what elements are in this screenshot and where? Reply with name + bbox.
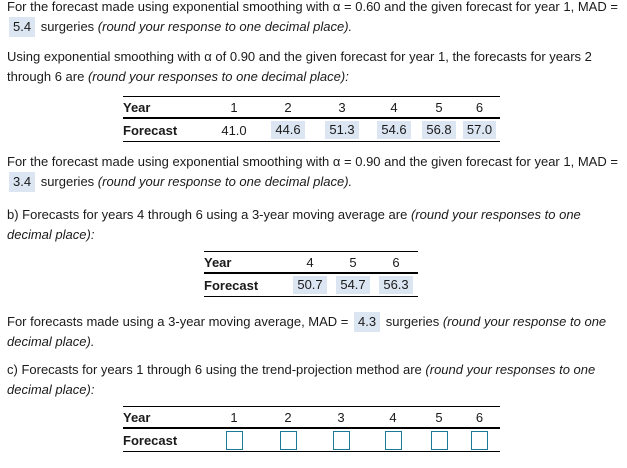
forecast-answer: 56.3 (379, 276, 412, 294)
trend-projection-table (123, 406, 500, 452)
year-cell: 2 (261, 97, 315, 119)
forecast-answer: 44.6 (271, 121, 304, 139)
es-forecast-table (123, 96, 500, 142)
unit-label: surgeries (40, 174, 95, 189)
forecast-cell (261, 428, 315, 452)
mad-moving-average-answer: 4.3 (354, 312, 380, 332)
year-header-row (123, 407, 500, 429)
es-alpha-090-intro (7, 47, 622, 87)
forecast-answer: 56.8 (422, 121, 455, 139)
year-cell: 4 (369, 97, 419, 119)
forecast-answer: 57.0 (463, 121, 496, 139)
forecast-cell (459, 118, 500, 142)
year-cell: 1 (207, 407, 261, 429)
rounding-note: (round your response to one decimal place). (97, 19, 353, 34)
moving-average-table (204, 251, 418, 297)
forecast-label: Forecast (204, 273, 288, 297)
forecast-input-year-2[interactable] (280, 431, 297, 450)
forecast-label: Forecast (123, 118, 207, 142)
rounding-note: (round your responses to one decimal place): (87, 69, 349, 84)
rounding-note: (round your responses to one decimal place): (7, 207, 581, 242)
forecast-cell (207, 428, 261, 452)
year-cell: 6 (374, 252, 418, 274)
rounding-note: (round your response to one decimal place). (7, 314, 607, 349)
forecast-cell (315, 428, 367, 452)
year-cell: 1 (207, 97, 261, 119)
forecast-cell (374, 273, 418, 297)
forecast-input-year-1[interactable] (226, 431, 243, 450)
forecast-input-year-6[interactable] (471, 431, 488, 450)
mad-alpha-060-text (7, 0, 622, 37)
forecast-answer: 50.7 (293, 276, 326, 294)
trend-projection-intro (7, 360, 622, 400)
year-header-row (123, 97, 500, 119)
year-cell: 3 (315, 97, 369, 119)
rounding-note: (round your responses to one decimal place): (7, 362, 596, 397)
forecast-row (123, 118, 500, 142)
es-intro-text: Using exponential smoothing with α of 0.90 and the given forecast for year 1, the forecasts for years 2 through 6 are (7, 49, 592, 84)
forecast-row (204, 273, 418, 297)
forecast-cell (367, 428, 419, 452)
forecast-cell (332, 273, 374, 297)
mad-alpha-060-prefix: For the forecast made using exponential smoothing with α = 0.60 and the given forecast for year 1, MAD = (7, 0, 618, 14)
mad-alpha-060-answer: 5.4 (9, 17, 35, 37)
moving-average-intro (7, 205, 622, 245)
trend-projection-intro-text: c) Forecasts for years 1 through 6 using the trend-projection method are (7, 362, 422, 377)
forecast-label: Forecast (123, 428, 207, 452)
forecast-input-year-3[interactable] (333, 431, 350, 450)
forecast-input-year-4[interactable] (385, 431, 402, 450)
mad-alpha-090-text (7, 152, 622, 192)
forecast-cell (315, 118, 369, 142)
forecast-cell (369, 118, 419, 142)
year-label: Year (204, 252, 288, 274)
forecast-row (123, 428, 500, 452)
year-cell: 3 (315, 407, 367, 429)
year-header-row (204, 252, 418, 274)
mad-alpha-090-answer: 3.4 (9, 172, 35, 192)
forecast-cell (459, 428, 500, 452)
year-cell: 5 (419, 97, 459, 119)
rounding-note: (round your response to one decimal place). (97, 174, 353, 189)
forecast-cell (288, 273, 332, 297)
mad-moving-average-text (7, 312, 622, 352)
year-cell: 6 (459, 407, 500, 429)
forecast-answer: 51.3 (325, 121, 358, 139)
given-forecast-value: 41.0 (221, 122, 247, 138)
year-cell: 2 (261, 407, 315, 429)
forecast-cell (419, 118, 459, 142)
forecast-cell (419, 428, 459, 452)
forecast-answer: 54.7 (336, 276, 369, 294)
year-cell: 6 (459, 97, 500, 119)
forecast-cell (207, 118, 261, 142)
forecast-answer: 54.6 (377, 121, 410, 139)
moving-average-intro-text: b) Forecasts for years 4 through 6 using a 3-year moving average are (7, 207, 408, 222)
mad-moving-average-prefix: For forecasts made using a 3-year moving average, MAD = (7, 314, 349, 329)
year-cell: 4 (367, 407, 419, 429)
unit-label: surgeries (385, 314, 440, 329)
year-label: Year (123, 407, 207, 429)
year-cell: 5 (332, 252, 374, 274)
year-cell: 5 (419, 407, 459, 429)
forecast-cell (261, 118, 315, 142)
forecast-input-year-5[interactable] (431, 431, 448, 450)
year-cell: 4 (288, 252, 332, 274)
mad-alpha-090-prefix: For the forecast made using exponential smoothing with α = 0.90 and the given forecast for year 1, MAD = (7, 154, 618, 169)
unit-label: surgeries (40, 19, 95, 34)
year-label: Year (123, 97, 207, 119)
